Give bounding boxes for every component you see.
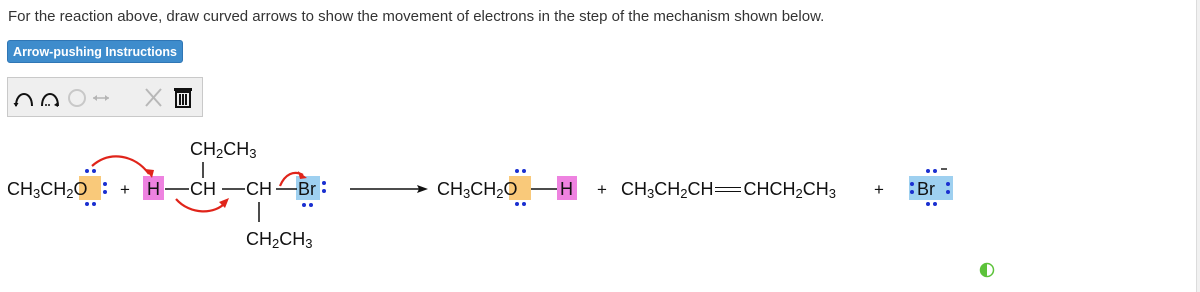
mechanism-graphics <box>0 120 1196 292</box>
curved-arrow-o-to-h <box>92 156 149 174</box>
close-icon[interactable] <box>140 84 166 110</box>
curved-arrow-ch-to-cc <box>176 199 226 211</box>
curved-arrow-cbr-to-br-head <box>298 171 307 179</box>
substrate-hydrogen[interactable]: H <box>147 179 160 199</box>
arrow-pushing-instructions-button[interactable]: Arrow-pushing Instructions <box>7 40 183 63</box>
status-half-circle-icon <box>981 264 994 277</box>
product-oxygen-lone-pairs <box>515 169 526 206</box>
question-prompt: For the reaction above, draw curved arrows to show the movement of electrons in the step of the mechanism shown below. <box>8 8 825 25</box>
plus-sign: + <box>120 180 130 199</box>
substrate-bromine[interactable]: Br <box>298 179 316 199</box>
arrow-toolbar <box>7 77 203 117</box>
ethoxide-oxygen[interactable]: O <box>73 179 88 199</box>
scrollbar[interactable] <box>1196 0 1200 292</box>
single-headed-curved-arrow-icon[interactable] <box>38 84 64 110</box>
alkene-formula: $CH_3CH_2CH$ $CHCH_2CH_3$ <box>621 179 836 201</box>
ring-arrow-icon[interactable] <box>64 84 90 110</box>
plus-sign: + <box>597 180 607 199</box>
substrate-bottom-ethyl: $CH_2CH_3$ <box>246 229 313 251</box>
bromide-lone-pairs <box>910 169 950 206</box>
substrate-top-ethyl: $CH_2CH_3$ <box>190 139 257 161</box>
substrate-ch-alpha: CH <box>190 179 216 199</box>
plus-sign: + <box>874 180 884 199</box>
ethoxide-formula: $CH_3CH_2O$ <box>7 179 88 201</box>
trash-icon[interactable] <box>170 84 196 110</box>
resonance-arrow-icon[interactable] <box>88 84 114 110</box>
bromine-lone-pairs <box>302 181 326 207</box>
curved-arrow-o-to-h-head <box>145 169 154 178</box>
substrate-ch-beta: CH <box>246 179 272 199</box>
double-headed-curved-arrow-icon[interactable] <box>12 84 38 110</box>
mechanism-canvas[interactable] <box>0 120 1196 292</box>
ethanol-formula: $CH_3CH_2O$ <box>437 179 518 201</box>
bromide-ion[interactable]: Br <box>917 179 935 199</box>
ethoxide-lone-pairs <box>85 169 107 206</box>
ethanol-hydrogen[interactable]: H <box>560 179 573 199</box>
